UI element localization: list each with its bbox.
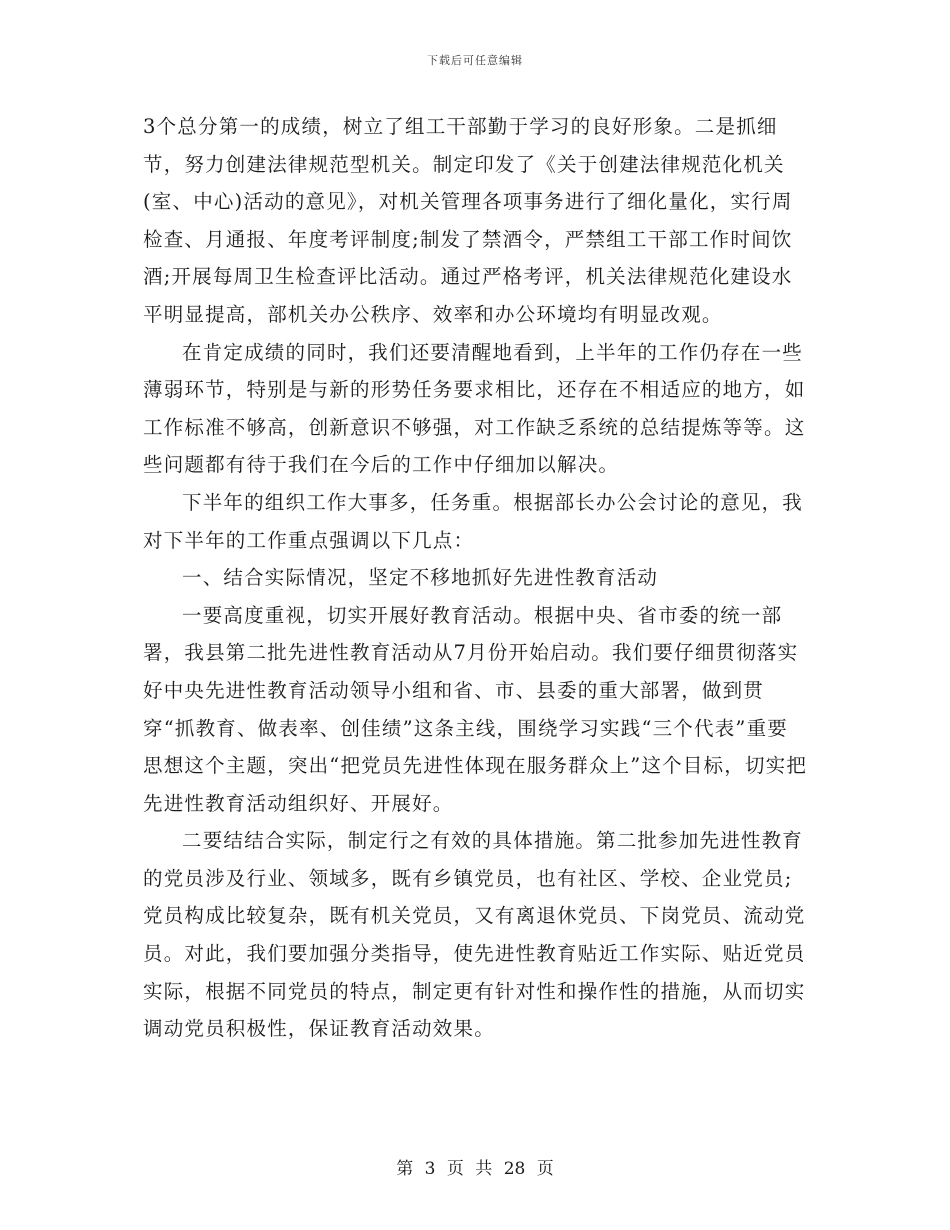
paragraph: 一要高度重视，切实开展好教育活动。根据中央、省市委的统一部署，我县第二批先进性教育活动从7月份开始启动。我们要仔细贯彻落实好中央先进性教育活动领导小组和省、市、县委的重大部署，做到贯穿“抓教育、做表率、创佳绩”这条主线，围绕学习实践“三个代表”重要思想这个主题，突出“把党员先进性体现在服务群众上”这个目标，切实把先进性教育活动组织好、开展好。 (143, 603, 808, 815)
paragraph: 在肯定成绩的同时，我们还要清醒地看到，上半年的工作仍存在一些薄弱环节，特别是与新的形势任务要求相比，还存在不相适应的地方，如工作标准不够高，创新意识不够强，对工作缺乏系统的总结提炼等等。这些问题都有待于我们在今后的工作中仔细加以解决。 (143, 340, 806, 477)
page-header: 下载后可任意编辑 (427, 54, 523, 67)
section-heading: 一、结合实际情况，坚定不移地抓好先进性教育活动 (182, 566, 659, 590)
paragraph: 下半年的组织工作大事多，任务重。根据部长办公会讨论的意见，我对下半年的工作重点强调以下几点： (143, 490, 804, 552)
paragraph-continuation: 3个总分第一的成绩，树立了组工干部勤于学习的良好形象。二是抓细节，努力创建法律规范型机关。制定印发了《关于创建法律规范化机关(室、中心)活动的意见》，对机关管理各项事务进行了细化量化，实行周检查、月通报、年度考评制度;制发了禁酒令，严禁组工干部工作时间饮酒;开展每周卫生检查评比活动。通过严格考评，机关法律规范化建设水平明显提高，部机关办公秩序、效率和办公环境均有明显改观。 (143, 115, 793, 326)
paragraph: 二要结结合实际，制定行之有效的具体措施。第二批参加先进性教育的党员涉及行业、领域多，既有乡镇党员，也有社区、学校、企业党员;党员构成比较复杂，既有机关党员，又有离退休党员、下岗党员、流动党员。对此，我们要加强分类指导，使先进性教育贴近工作实际、贴近党员实际，根据不同党员的特点，制定更有针对性和操作性的措施，从而切实调动党员积极性，保证教育活动效果。 (143, 829, 806, 1041)
page-footer: 第 3 页 共 28 页 (396, 1159, 554, 1179)
document-body (143, 108, 808, 1048)
